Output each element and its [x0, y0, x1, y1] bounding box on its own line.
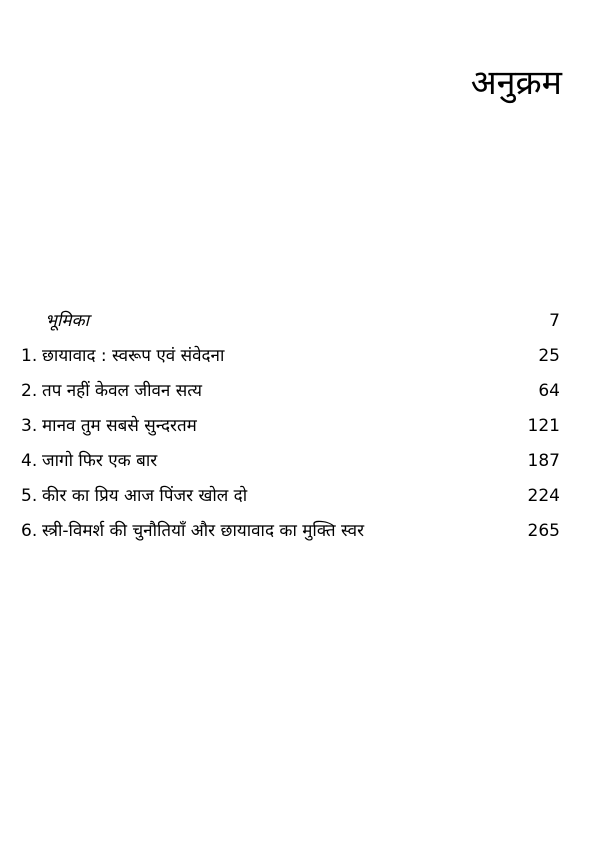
table-of-contents: [0, 304, 600, 549]
toc-entry: [0, 339, 600, 374]
toc-entry-page-number: 7: [549, 311, 560, 331]
toc-entry-number: 2.: [21, 381, 38, 401]
toc-entry-introduction: [0, 304, 600, 339]
toc-entry-title: कीर का प्रिय आज पिंजर खोल दो: [42, 486, 248, 506]
toc-entry-number: 3.: [21, 416, 38, 436]
toc-entry: [0, 374, 600, 409]
toc-entry: [0, 479, 600, 514]
toc-entry-page-number: 187: [527, 451, 560, 471]
toc-entry-page-number: 25: [538, 346, 560, 366]
toc-entry-page-number: 265: [527, 521, 560, 541]
toc-entry-page-number: 64: [538, 381, 560, 401]
toc-entry-title: तप नहीं केवल जीवन सत्य: [42, 381, 203, 401]
toc-entry-title: जागो फिर एक बार: [42, 451, 158, 471]
toc-entry-title: छायावाद : स्वरूप एवं संवेदना: [42, 346, 225, 366]
toc-entry-page-number: 224: [527, 486, 560, 506]
page-title: अनुक्रम: [470, 63, 562, 103]
toc-entry-title: भूमिका: [45, 311, 89, 331]
toc-entry-number: 4.: [21, 451, 38, 471]
toc-entry-number: 1.: [21, 346, 38, 366]
toc-entry-number: 6.: [21, 521, 38, 541]
toc-entry-page-number: 121: [527, 416, 560, 436]
toc-entry: [0, 444, 600, 479]
toc-entry-number: 5.: [21, 486, 38, 506]
toc-entry: [0, 409, 600, 444]
toc-entry-title: मानव तुम सबसे सुन्दरतम: [42, 416, 197, 436]
toc-entry: [0, 514, 600, 549]
toc-entry-title: स्त्री-विमर्श की चुनौतियाँ और छायावाद का मुक्ति स्वर: [42, 521, 365, 541]
